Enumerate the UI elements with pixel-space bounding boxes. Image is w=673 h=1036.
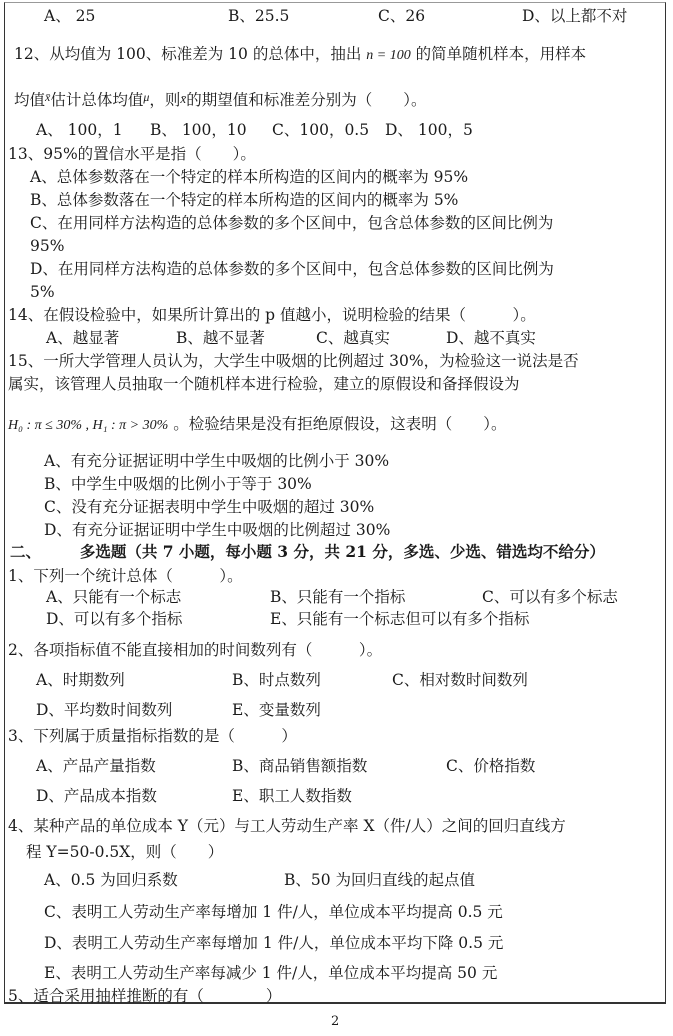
q14-stem: 14、在假设检验中，如果所计算出的 p 值越小，说明检验的结果（ ）。 [8, 306, 536, 324]
m3-stem: 3、下列属于质量指标指数的是（ ） [8, 727, 297, 745]
section-number: 二、 [10, 542, 42, 561]
m2-option-b: B、时点数列 [232, 671, 321, 689]
q13-option-b: B、总体参数落在一个特定的样本所构造的区间内的概率为 5% [30, 191, 459, 209]
q15-option-c: C、没有充分证据表明中学生中吸烟的超过 30% [44, 498, 375, 516]
q11-option-d: D、以上都不对 [522, 7, 628, 25]
m2-option-e: E、变量数列 [232, 701, 321, 719]
page-number: 2 [331, 1014, 340, 1029]
m1-option-a: A、只能有一个标志 [46, 588, 182, 606]
section-heading [10, 542, 605, 562]
q12-math-xbar: x̄ [45, 90, 51, 104]
q12-text: 的简单随机样本，用样本 [415, 45, 587, 63]
section-title: 多选题（共 7 小题，每小题 3 分，共 21 分，多选、少选、错选均不给分） [79, 542, 605, 561]
q15-text: 。检验结果是没有拒绝原假设，这表明（ ）。 [173, 415, 507, 433]
q15-option-d: D、有充分证据证明中学生中吸烟的比例超过 30% [44, 521, 391, 539]
q14-option-b: B、越不显著 [176, 329, 265, 347]
m3-option-a: A、产品产量指数 [36, 757, 156, 775]
q12-stem-line2 [14, 87, 426, 110]
q12-math-n: n = 100 [366, 48, 411, 63]
m2-option-c: C、相对数时间数列 [392, 671, 528, 689]
q15-option-b: B、中学生中吸烟的比例小于等于 30% [44, 475, 312, 493]
q12-option-c: C、100，0.5 [272, 121, 370, 139]
q15-option-a: A、有充分证据证明中学生中吸烟的比例小于 30% [44, 452, 390, 470]
m2-option-d: D、平均数时间数列 [36, 701, 173, 719]
m4-option-c: C、表明工人劳动生产率每增加 1 件/人，单位成本平均提高 0.5 元 [44, 903, 503, 921]
q11-option-b: B、25.5 [228, 7, 290, 25]
m1-option-e: E、只能有一个标志但可以有多个指标 [270, 610, 530, 628]
m5-stem: 5、适合采用抽样推断的有（ ） [8, 987, 282, 1005]
q12-option-a: A、 100，1 [36, 121, 123, 139]
m1-option-c: C、可以有多个标志 [482, 588, 618, 606]
m4-option-e: E、表明工人劳动生产率每减少 1 件/人，单位成本平均提高 50 元 [44, 964, 498, 982]
m2-option-a: A、时期数列 [36, 671, 125, 689]
q12-text: 估计总体均值 [50, 91, 144, 109]
m1-option-d: D、可以有多个指标 [46, 610, 183, 628]
q12-text: 均值 [14, 91, 46, 109]
q13-option-c-cont: 95% [30, 237, 65, 255]
q13-option-a: A、总体参数落在一个特定的样本所构造的区间内的概率为 95% [30, 168, 469, 186]
q15-stem-line3 [8, 414, 506, 436]
q14-option-d: D、越不真实 [446, 329, 536, 347]
q12-math-xbar: x̄ [180, 91, 187, 106]
q14-option-a: A、越显著 [46, 329, 120, 347]
q12-option-b: B、 100，10 [150, 121, 247, 139]
q12-stem-line1 [14, 44, 586, 66]
m3-option-b: B、商品销售额指数 [232, 757, 368, 775]
m4-option-d: D、表明工人劳动生产率每增加 1 件/人，单位成本平均下降 0.5 元 [44, 934, 504, 952]
q12-text: ，则 [149, 91, 181, 109]
q12-option-d: D、 100，5 [385, 121, 473, 139]
m3-option-c: C、价格指数 [446, 757, 536, 775]
q13-option-d-cont: 5% [30, 283, 55, 301]
q13-option-c: C、在用同样方法构造的总体参数的多个区间中，包含总体参数的区间比例为 [30, 214, 554, 232]
m3-option-d: D、产品成本指数 [36, 787, 157, 805]
q11-option-c: C、26 [378, 7, 426, 25]
q15-stem-line1: 15、一所大学管理人员认为，大学生中吸烟的比例超过 30%，为检验这一说法是否 [8, 352, 579, 370]
q12-text: 的期望值和标准差分别为（ ）。 [186, 91, 427, 109]
q15-stem-line2: 属实，该管理人员抽取一个随机样本进行检验，建立的原假设和备择假设为 [8, 375, 520, 393]
q12-math-mu: μ [143, 90, 150, 104]
q14-option-c: C、越真实 [316, 329, 390, 347]
q11-option-a: A、 25 [44, 7, 96, 25]
q15-hypotheses-math: H₀ : π ≤ 30% , H₁ : π > 30% [8, 418, 169, 433]
q13-stem: 13、95%的置信水平是指（ ）。 [8, 145, 256, 163]
m1-option-b: B、只能有一个指标 [270, 588, 406, 606]
m3-option-e: E、职工人数指数 [232, 787, 352, 805]
m4-stem-line2: 程 Y=50-0.5X，则（ ） [26, 843, 224, 861]
m1-stem: 1、下列一个统计总体（ ）。 [8, 567, 243, 585]
m4-stem-line1: 4、某种产品的单位成本 Y（元）与工人劳动生产率 X（件/人）之间的回归直线方 [8, 817, 566, 835]
m4-option-b: B、50 为回归直线的起点值 [284, 871, 476, 889]
q13-option-d: D、在用同样方法构造的总体参数的多个区间中，包含总体参数的区间比例为 [30, 260, 554, 278]
m4-option-a: A、0.5 为回归系数 [44, 871, 178, 889]
q12-text: 12、从均值为 100、标准差为 10 的总体中，抽出 [14, 45, 362, 63]
m2-stem: 2、各项指标值不能直接相加的时间数列有（ ）。 [8, 641, 383, 659]
